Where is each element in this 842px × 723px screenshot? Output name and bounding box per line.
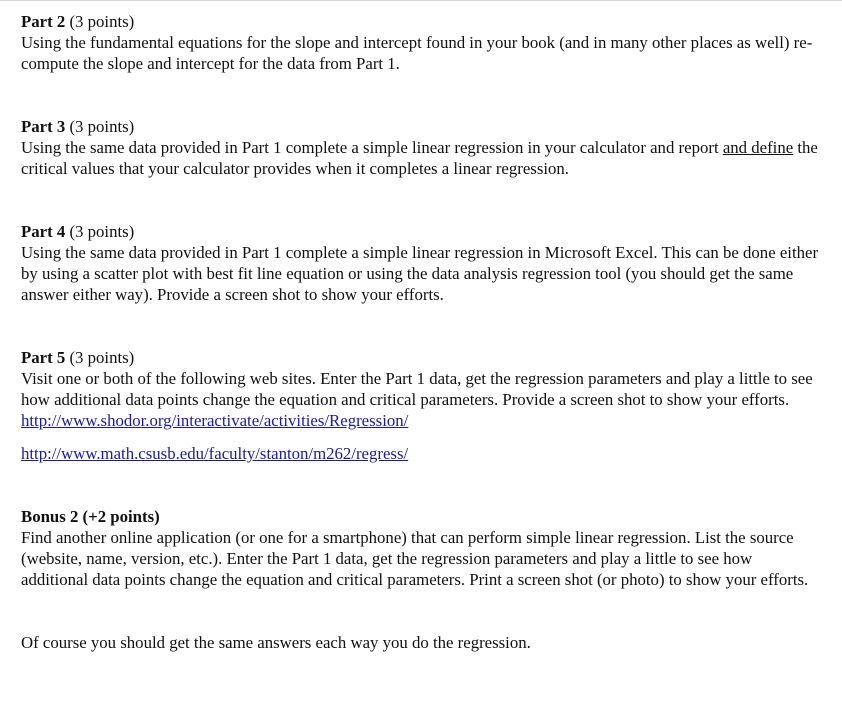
part-2-points: (3 points) (69, 12, 135, 31)
part-3-heading: Part 3 (21, 117, 66, 136)
part-3-section (21, 116, 821, 179)
part-3-body-start: Using the same data provided in Part 1 complete a simple linear regression in your calculator and report (21, 138, 719, 157)
part-5-points: (3 points) (69, 348, 135, 367)
part-2-title (21, 11, 821, 32)
part-3-points: (3 points) (69, 117, 135, 136)
part-5-heading: Part 5 (21, 348, 66, 367)
part-3-body-underlined: and define (722, 138, 794, 157)
part-5-section (21, 347, 821, 464)
part-3-title (21, 116, 821, 137)
bonus-2-section (21, 506, 821, 590)
part-4-body: Using the same data provided in Part 1 complete a simple linear regression in Microsoft Excel. This can be done either by using a scatter plot with best fit line equation or using the data analysis regression tool (you should get the same answer either way). Provide a screen shot to show your efforts. (21, 243, 819, 304)
part-3-body-end: the critical values that your calculator provides when it completes a linear regression. (21, 138, 818, 178)
shodor-regression-link[interactable]: http://www.shodor.org/interactivate/activities/Regression/ (21, 411, 409, 430)
link-spacer (21, 431, 821, 443)
assignment-document (21, 11, 821, 653)
part-2-section (21, 11, 821, 74)
closing-section (21, 632, 821, 653)
part-2-heading: Part 2 (21, 12, 66, 31)
bonus-2-title (21, 506, 821, 527)
top-border-line (0, 0, 842, 1)
csusb-regression-link[interactable]: http://www.math.csusb.edu/faculty/stanton/m262/regress/ (21, 444, 409, 463)
part-3-body (21, 137, 821, 179)
part-4-points: (3 points) (69, 222, 135, 241)
part-4-title (21, 221, 821, 242)
closing-text: Of course you should get the same answers each way you do the regression. (21, 633, 531, 652)
part-5-title (21, 347, 821, 368)
part-4-section (21, 221, 821, 305)
part-2-body: Using the fundamental equations for the slope and intercept found in your book (and in many other places as well) re-compute the slope and intercept for the data from Part 1. (21, 33, 813, 73)
part-5-body: Visit one or both of the following web sites. Enter the Part 1 data, get the regression parameters and play a little to see how additional data points change the equation and critical parameters. Provide a screen shot to show your efforts. (21, 369, 813, 409)
bonus-2-heading: Bonus 2 (+2 points) (21, 507, 160, 526)
part-4-heading: Part 4 (21, 222, 66, 241)
bonus-2-body: Find another online application (or one for a smartphone) that can perform simple linear regression. List the source (website, name, version, etc.). Enter the Part 1 data, get the regression parameters and play a little to see how additional data points change the equation and critical parameters. Print a screen shot (or photo) to show your efforts. (21, 528, 809, 589)
